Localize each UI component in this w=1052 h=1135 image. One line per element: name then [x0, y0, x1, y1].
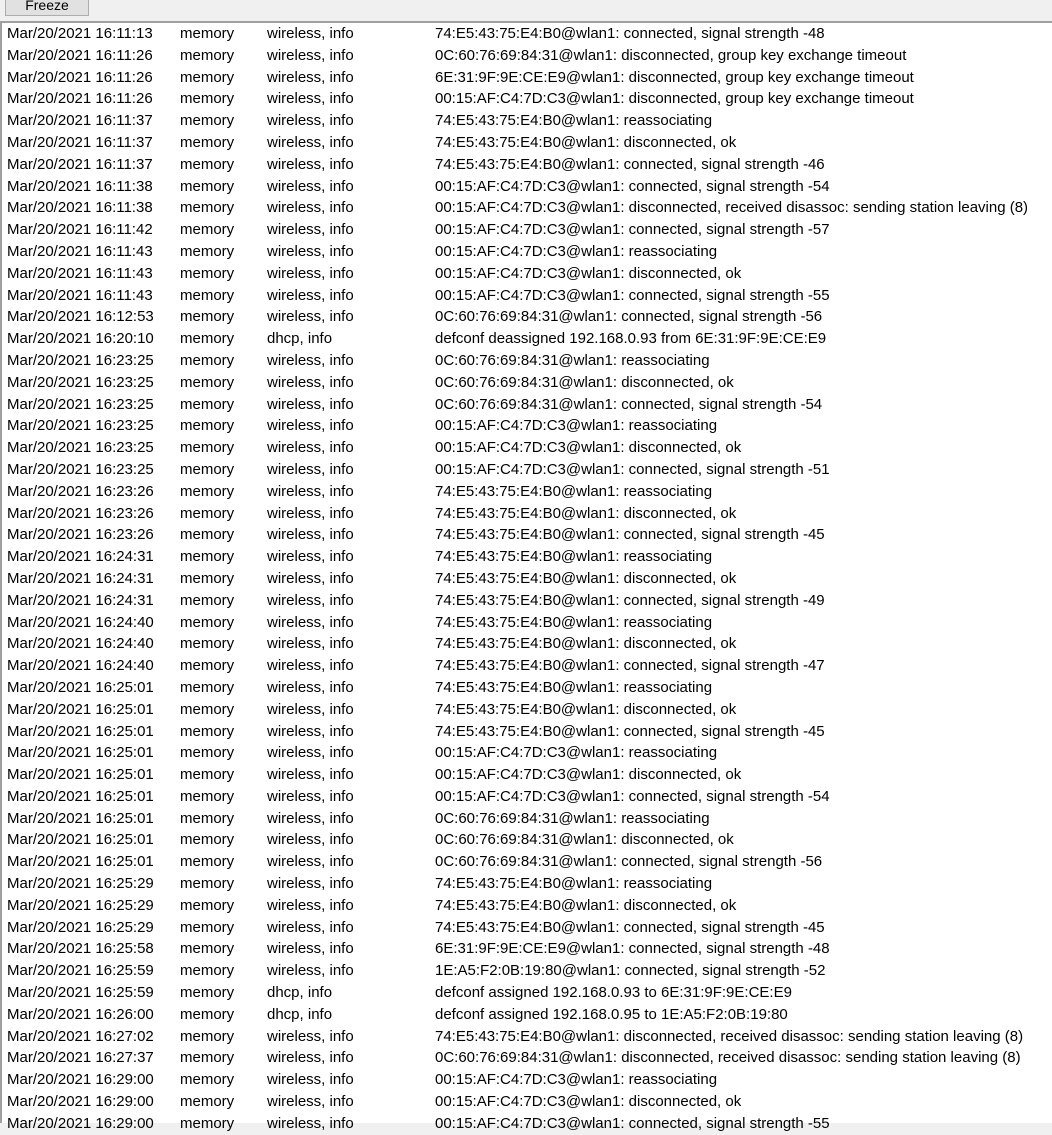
log-message: 74:E5:43:75:E4:B0@wlan1: disconnected, ok	[435, 896, 737, 914]
log-buffer: memory	[180, 548, 235, 566]
log-topics: wireless, info	[267, 766, 354, 784]
log-topics: wireless, info	[267, 90, 354, 108]
log-message: 00:15:AF:C4:7D:C3@wlan1: connected, signal strength -54	[435, 177, 830, 195]
log-row[interactable]	[2, 829, 1052, 851]
log-buffer: memory	[180, 940, 235, 958]
log-topics: wireless, info	[267, 264, 354, 282]
log-time: Mar/20/2021 16:24:31	[7, 569, 154, 587]
log-message: 00:15:AF:C4:7D:C3@wlan1: connected, signal strength -55	[435, 1114, 830, 1132]
log-time: Mar/20/2021 16:23:26	[7, 504, 154, 522]
log-message: 00:15:AF:C4:7D:C3@wlan1: reassociating	[435, 744, 718, 762]
log-row[interactable]	[2, 241, 1052, 263]
log-topics: wireless, info	[267, 875, 354, 893]
log-time: Mar/20/2021 16:11:37	[7, 155, 153, 173]
log-topics: wireless, info	[267, 460, 354, 478]
log-row[interactable]	[2, 459, 1052, 481]
log-row[interactable]	[2, 546, 1052, 568]
log-row[interactable]	[2, 568, 1052, 590]
log-topics: wireless, info	[267, 395, 354, 413]
log-topics: wireless, info	[267, 68, 354, 86]
log-row[interactable]	[2, 415, 1052, 437]
log-time: Mar/20/2021 16:11:26	[7, 46, 153, 64]
log-time: Mar/20/2021 16:25:29	[7, 875, 154, 893]
log-buffer: memory	[180, 591, 235, 609]
log-time: Mar/20/2021 16:20:10	[7, 330, 154, 348]
log-time: Mar/20/2021 16:11:13	[7, 25, 153, 42]
log-row[interactable]	[2, 721, 1052, 743]
log-time: Mar/20/2021 16:11:42	[7, 221, 153, 239]
log-row[interactable]	[2, 394, 1052, 416]
log-time: Mar/20/2021 16:25:01	[7, 678, 154, 696]
log-topics: wireless, info	[267, 46, 354, 64]
log-time: Mar/20/2021 16:23:25	[7, 373, 154, 391]
log-buffer: memory	[180, 242, 235, 260]
log-buffer: memory	[180, 112, 235, 130]
log-time: Mar/20/2021 16:23:25	[7, 439, 154, 457]
log-time: Mar/20/2021 16:29:00	[7, 1071, 154, 1089]
log-time: Mar/20/2021 16:23:25	[7, 395, 154, 413]
log-topics: wireless, info	[267, 896, 354, 914]
log-topics: wireless, info	[267, 678, 354, 696]
log-row[interactable]	[2, 655, 1052, 677]
log-buffer: memory	[180, 1049, 235, 1067]
log-row[interactable]	[2, 786, 1052, 808]
log-message: 74:E5:43:75:E4:B0@wlan1: disconnected, ok	[435, 504, 737, 522]
log-topics: wireless, info	[267, 918, 354, 936]
log-message: 00:15:AF:C4:7D:C3@wlan1: connected, signal strength -54	[435, 787, 830, 805]
log-row[interactable]	[2, 677, 1052, 699]
toolbar	[0, 0, 1052, 21]
log-buffer: memory	[180, 918, 235, 936]
log-topics: wireless, info	[267, 199, 354, 217]
log-buffer: memory	[180, 351, 235, 369]
log-time: Mar/20/2021 16:25:29	[7, 918, 154, 936]
log-time: Mar/20/2021 16:25:01	[7, 853, 154, 871]
log-row[interactable]	[2, 982, 1052, 1004]
log-topics: wireless, info	[267, 1027, 354, 1045]
log-time: Mar/20/2021 16:23:26	[7, 482, 154, 500]
log-message: 74:E5:43:75:E4:B0@wlan1: reassociating	[435, 678, 713, 696]
log-buffer: memory	[180, 373, 235, 391]
log-time: Mar/20/2021 16:25:01	[7, 722, 154, 740]
log-message: 74:E5:43:75:E4:B0@wlan1: reassociating	[435, 482, 713, 500]
log-topics: wireless, info	[267, 700, 354, 718]
log-topics: wireless, info	[267, 242, 354, 260]
log-row[interactable]	[2, 524, 1052, 546]
log-row[interactable]	[2, 23, 1052, 45]
log-message: 74:E5:43:75:E4:B0@wlan1: connected, signal strength -45	[435, 722, 825, 740]
log-row[interactable]	[2, 1069, 1052, 1091]
log-time: Mar/20/2021 16:11:37	[7, 133, 153, 151]
log-message: 0C:60:76:69:84:31@wlan1: disconnected, group key exchange timeout	[435, 46, 907, 64]
log-time: Mar/20/2021 16:24:31	[7, 591, 154, 609]
log-buffer: memory	[180, 1093, 235, 1111]
log-topics: wireless, info	[267, 1114, 354, 1132]
log-row[interactable]	[2, 895, 1052, 917]
log-row[interactable]	[2, 612, 1052, 634]
log-topics: wireless, info	[267, 112, 354, 130]
log-buffer: memory	[180, 46, 235, 64]
log-topics: wireless, info	[267, 722, 354, 740]
log-row[interactable]	[2, 1113, 1052, 1135]
log-buffer: memory	[180, 766, 235, 784]
log-list	[2, 23, 1052, 1135]
log-message: 74:E5:43:75:E4:B0@wlan1: disconnected, ok	[435, 569, 737, 587]
log-topics: wireless, info	[267, 526, 354, 544]
log-time: Mar/20/2021 16:11:26	[7, 68, 153, 86]
log-topics: wireless, info	[267, 962, 354, 980]
log-message: 74:E5:43:75:E4:B0@wlan1: connected, signal strength -48	[435, 25, 825, 42]
log-message: 00:15:AF:C4:7D:C3@wlan1: disconnected, ok	[435, 1093, 742, 1111]
log-time: Mar/20/2021 16:25:58	[7, 940, 154, 958]
log-time: Mar/20/2021 16:11:38	[7, 199, 153, 217]
log-time: Mar/20/2021 16:25:01	[7, 831, 154, 849]
log-message: 00:15:AF:C4:7D:C3@wlan1: disconnected, ok	[435, 766, 742, 784]
log-message: 0C:60:76:69:84:31@wlan1: disconnected, ok	[435, 373, 734, 391]
log-time: Mar/20/2021 16:11:43	[7, 242, 153, 260]
log-buffer: memory	[180, 90, 235, 108]
log-message: 74:E5:43:75:E4:B0@wlan1: disconnected, received disassoc: sending station leaving (8)	[435, 1027, 1024, 1045]
log-buffer: memory	[180, 613, 235, 631]
log-message: 74:E5:43:75:E4:B0@wlan1: disconnected, ok	[435, 635, 737, 653]
log-row[interactable]	[2, 285, 1052, 307]
log-buffer: memory	[180, 177, 235, 195]
log-topics: wireless, info	[267, 940, 354, 958]
log-buffer: memory	[180, 1071, 235, 1089]
log-message: 0C:60:76:69:84:31@wlan1: disconnected, received disassoc: sending station leaving (8)	[435, 1049, 1021, 1067]
log-row[interactable]	[2, 154, 1052, 176]
log-row[interactable]	[2, 1047, 1052, 1069]
log-buffer: memory	[180, 875, 235, 893]
log-buffer: memory	[180, 25, 235, 42]
log-buffer: memory	[180, 504, 235, 522]
log-topics: wireless, info	[267, 1093, 354, 1111]
log-buffer: memory	[180, 286, 235, 304]
log-message: 74:E5:43:75:E4:B0@wlan1: connected, signal strength -46	[435, 155, 825, 173]
log-message: 1E:A5:F2:0B:19:80@wlan1: connected, signal strength -52	[435, 962, 826, 980]
log-time: Mar/20/2021 16:29:00	[7, 1093, 154, 1111]
log-message: 00:15:AF:C4:7D:C3@wlan1: connected, signal strength -57	[435, 221, 830, 239]
log-message: 74:E5:43:75:E4:B0@wlan1: connected, signal strength -49	[435, 591, 825, 609]
log-time: Mar/20/2021 16:27:02	[7, 1027, 154, 1045]
log-buffer: memory	[180, 787, 235, 805]
log-row[interactable]	[2, 633, 1052, 655]
log-row[interactable]	[2, 503, 1052, 525]
log-time: Mar/20/2021 16:26:00	[7, 1005, 154, 1023]
log-time: Mar/20/2021 16:27:37	[7, 1049, 154, 1067]
log-message: defconf deassigned 192.168.0.93 from 6E:31:9F:9E:CE:E9	[435, 330, 827, 348]
log-message: 00:15:AF:C4:7D:C3@wlan1: disconnected, ok	[435, 439, 742, 457]
log-message: 6E:31:9F:9E:CE:E9@wlan1: disconnected, group key exchange timeout	[435, 68, 914, 86]
log-topics: wireless, info	[267, 286, 354, 304]
log-row[interactable]	[2, 437, 1052, 459]
log-row[interactable]	[2, 960, 1052, 982]
log-topics: wireless, info	[267, 1071, 354, 1089]
log-time: Mar/20/2021 16:12:53	[7, 308, 154, 326]
log-time: Mar/20/2021 16:11:37	[7, 112, 153, 130]
log-time: Mar/20/2021 16:24:31	[7, 548, 154, 566]
log-message: 74:E5:43:75:E4:B0@wlan1: connected, signal strength -45	[435, 526, 825, 544]
log-topics: wireless, info	[267, 351, 354, 369]
log-topics: dhcp, info	[267, 984, 333, 1002]
log-row[interactable]	[2, 132, 1052, 154]
log-row[interactable]	[2, 1004, 1052, 1026]
log-buffer: memory	[180, 439, 235, 457]
log-buffer: memory	[180, 1005, 235, 1023]
log-topics: dhcp, info	[267, 1005, 333, 1023]
log-time: Mar/20/2021 16:25:59	[7, 984, 154, 1002]
log-message: 74:E5:43:75:E4:B0@wlan1: reassociating	[435, 613, 713, 631]
log-buffer: memory	[180, 526, 235, 544]
log-topics: wireless, info	[267, 613, 354, 631]
log-topics: wireless, info	[267, 133, 354, 151]
log-buffer: memory	[180, 962, 235, 980]
log-topics: wireless, info	[267, 635, 354, 653]
log-topics: wireless, info	[267, 417, 354, 435]
log-topics: wireless, info	[267, 155, 354, 173]
log-buffer: memory	[180, 722, 235, 740]
log-row[interactable]	[2, 263, 1052, 285]
log-row[interactable]	[2, 45, 1052, 67]
log-buffer: memory	[180, 133, 235, 151]
log-row[interactable]	[2, 197, 1052, 219]
log-buffer: memory	[180, 482, 235, 500]
log-topics: wireless, info	[267, 809, 354, 827]
log-buffer: memory	[180, 1114, 235, 1132]
log-message: 0C:60:76:69:84:31@wlan1: connected, signal strength -56	[435, 853, 823, 871]
log-row[interactable]	[2, 110, 1052, 132]
log-topics: wireless, info	[267, 548, 354, 566]
log-row[interactable]	[2, 1091, 1052, 1113]
log-message: 00:15:AF:C4:7D:C3@wlan1: reassociating	[435, 242, 718, 260]
log-row[interactable]	[2, 88, 1052, 110]
log-message: 00:15:AF:C4:7D:C3@wlan1: reassociating	[435, 1071, 718, 1089]
log-time: Mar/20/2021 16:29:00	[7, 1114, 154, 1132]
log-panel[interactable]	[0, 21, 1052, 1132]
log-time: Mar/20/2021 16:25:29	[7, 896, 154, 914]
log-row[interactable]	[2, 873, 1052, 895]
log-time: Mar/20/2021 16:23:25	[7, 417, 154, 435]
log-message: 00:15:AF:C4:7D:C3@wlan1: disconnected, received disassoc: sending station leaving (8)	[435, 199, 1029, 217]
log-buffer: memory	[180, 221, 235, 239]
log-topics: dhcp, info	[267, 330, 333, 348]
log-message: 00:15:AF:C4:7D:C3@wlan1: connected, signal strength -55	[435, 286, 830, 304]
log-topics: wireless, info	[267, 504, 354, 522]
log-message: 0C:60:76:69:84:31@wlan1: connected, signal strength -56	[435, 308, 823, 326]
log-row[interactable]	[2, 306, 1052, 328]
log-row[interactable]	[2, 699, 1052, 721]
log-buffer: memory	[180, 896, 235, 914]
log-buffer: memory	[180, 809, 235, 827]
log-buffer: memory	[180, 984, 235, 1002]
log-topics: wireless, info	[267, 591, 354, 609]
log-buffer: memory	[180, 744, 235, 762]
log-row[interactable]	[2, 176, 1052, 198]
log-buffer: memory	[180, 569, 235, 587]
log-message: 0C:60:76:69:84:31@wlan1: reassociating	[435, 809, 710, 827]
log-message: 74:E5:43:75:E4:B0@wlan1: disconnected, ok	[435, 700, 737, 718]
log-row[interactable]	[2, 219, 1052, 241]
log-row[interactable]	[2, 808, 1052, 830]
log-message: 74:E5:43:75:E4:B0@wlan1: reassociating	[435, 875, 713, 893]
log-topics: wireless, info	[267, 308, 354, 326]
log-message: 00:15:AF:C4:7D:C3@wlan1: disconnected, ok	[435, 264, 742, 282]
log-row[interactable]	[2, 67, 1052, 89]
log-buffer: memory	[180, 1027, 235, 1045]
log-message: 00:15:AF:C4:7D:C3@wlan1: disconnected, group key exchange timeout	[435, 90, 914, 108]
log-message: 0C:60:76:69:84:31@wlan1: connected, signal strength -54	[435, 395, 823, 413]
log-buffer: memory	[180, 330, 235, 348]
log-time: Mar/20/2021 16:25:01	[7, 787, 154, 805]
log-buffer: memory	[180, 678, 235, 696]
log-message: defconf assigned 192.168.0.95 to 1E:A5:F2:0B:19:80	[435, 1005, 788, 1023]
log-time: Mar/20/2021 16:23:25	[7, 460, 154, 478]
log-buffer: memory	[180, 853, 235, 871]
log-topics: wireless, info	[267, 439, 354, 457]
log-time: Mar/20/2021 16:11:43	[7, 264, 153, 282]
log-row[interactable]	[2, 742, 1052, 764]
log-time: Mar/20/2021 16:24:40	[7, 635, 154, 653]
log-time: Mar/20/2021 16:25:01	[7, 766, 154, 784]
log-topics: wireless, info	[267, 831, 354, 849]
log-message: 6E:31:9F:9E:CE:E9@wlan1: connected, signal strength -48	[435, 940, 830, 958]
log-time: Mar/20/2021 16:25:59	[7, 962, 154, 980]
log-row[interactable]	[2, 851, 1052, 873]
log-row[interactable]	[2, 917, 1052, 939]
log-message: 74:E5:43:75:E4:B0@wlan1: connected, signal strength -45	[435, 918, 825, 936]
log-topics: wireless, info	[267, 853, 354, 871]
log-row[interactable]	[2, 350, 1052, 372]
log-message: 74:E5:43:75:E4:B0@wlan1: disconnected, ok	[435, 133, 737, 151]
log-topics: wireless, info	[267, 787, 354, 805]
log-row[interactable]	[2, 481, 1052, 503]
log-message: 74:E5:43:75:E4:B0@wlan1: reassociating	[435, 548, 713, 566]
log-time: Mar/20/2021 16:25:01	[7, 809, 154, 827]
log-buffer: memory	[180, 68, 235, 86]
log-message: defconf assigned 192.168.0.93 to 6E:31:9F:9E:CE:E9	[435, 984, 792, 1002]
log-buffer: memory	[180, 460, 235, 478]
log-row[interactable]	[2, 764, 1052, 786]
log-topics: wireless, info	[267, 221, 354, 239]
log-time: Mar/20/2021 16:11:26	[7, 90, 153, 108]
log-time: Mar/20/2021 16:23:26	[7, 526, 154, 544]
log-buffer: memory	[180, 635, 235, 653]
log-message: 0C:60:76:69:84:31@wlan1: reassociating	[435, 351, 710, 369]
log-time: Mar/20/2021 16:24:40	[7, 613, 154, 631]
log-topics: wireless, info	[267, 25, 354, 42]
log-message: 74:E5:43:75:E4:B0@wlan1: reassociating	[435, 112, 713, 130]
log-buffer: memory	[180, 417, 235, 435]
freeze-button[interactable]: Freeze	[5, 0, 89, 16]
log-message: 00:15:AF:C4:7D:C3@wlan1: reassociating	[435, 417, 718, 435]
log-time: Mar/20/2021 16:11:38	[7, 177, 153, 195]
log-time: Mar/20/2021 16:23:25	[7, 351, 154, 369]
log-row[interactable]	[2, 938, 1052, 960]
log-topics: wireless, info	[267, 744, 354, 762]
log-buffer: memory	[180, 199, 235, 217]
log-message: 0C:60:76:69:84:31@wlan1: disconnected, ok	[435, 831, 734, 849]
log-message: 74:E5:43:75:E4:B0@wlan1: connected, signal strength -47	[435, 657, 825, 675]
log-topics: wireless, info	[267, 373, 354, 391]
log-time: Mar/20/2021 16:11:43	[7, 286, 153, 304]
log-buffer: memory	[180, 657, 235, 675]
log-time: Mar/20/2021 16:25:01	[7, 700, 154, 718]
log-topics: wireless, info	[267, 1049, 354, 1067]
log-buffer: memory	[180, 308, 235, 326]
log-row[interactable]	[2, 328, 1052, 350]
log-topics: wireless, info	[267, 569, 354, 587]
log-row[interactable]	[2, 1026, 1052, 1048]
log-message: 00:15:AF:C4:7D:C3@wlan1: connected, signal strength -51	[435, 460, 830, 478]
log-topics: wireless, info	[267, 177, 354, 195]
log-row[interactable]	[2, 590, 1052, 612]
log-topics: wireless, info	[267, 482, 354, 500]
log-time: Mar/20/2021 16:25:01	[7, 744, 154, 762]
log-topics: wireless, info	[267, 657, 354, 675]
log-time: Mar/20/2021 16:24:40	[7, 657, 154, 675]
log-buffer: memory	[180, 395, 235, 413]
log-buffer: memory	[180, 264, 235, 282]
log-buffer: memory	[180, 700, 235, 718]
log-buffer: memory	[180, 155, 235, 173]
log-buffer: memory	[180, 831, 235, 849]
log-row[interactable]	[2, 372, 1052, 394]
